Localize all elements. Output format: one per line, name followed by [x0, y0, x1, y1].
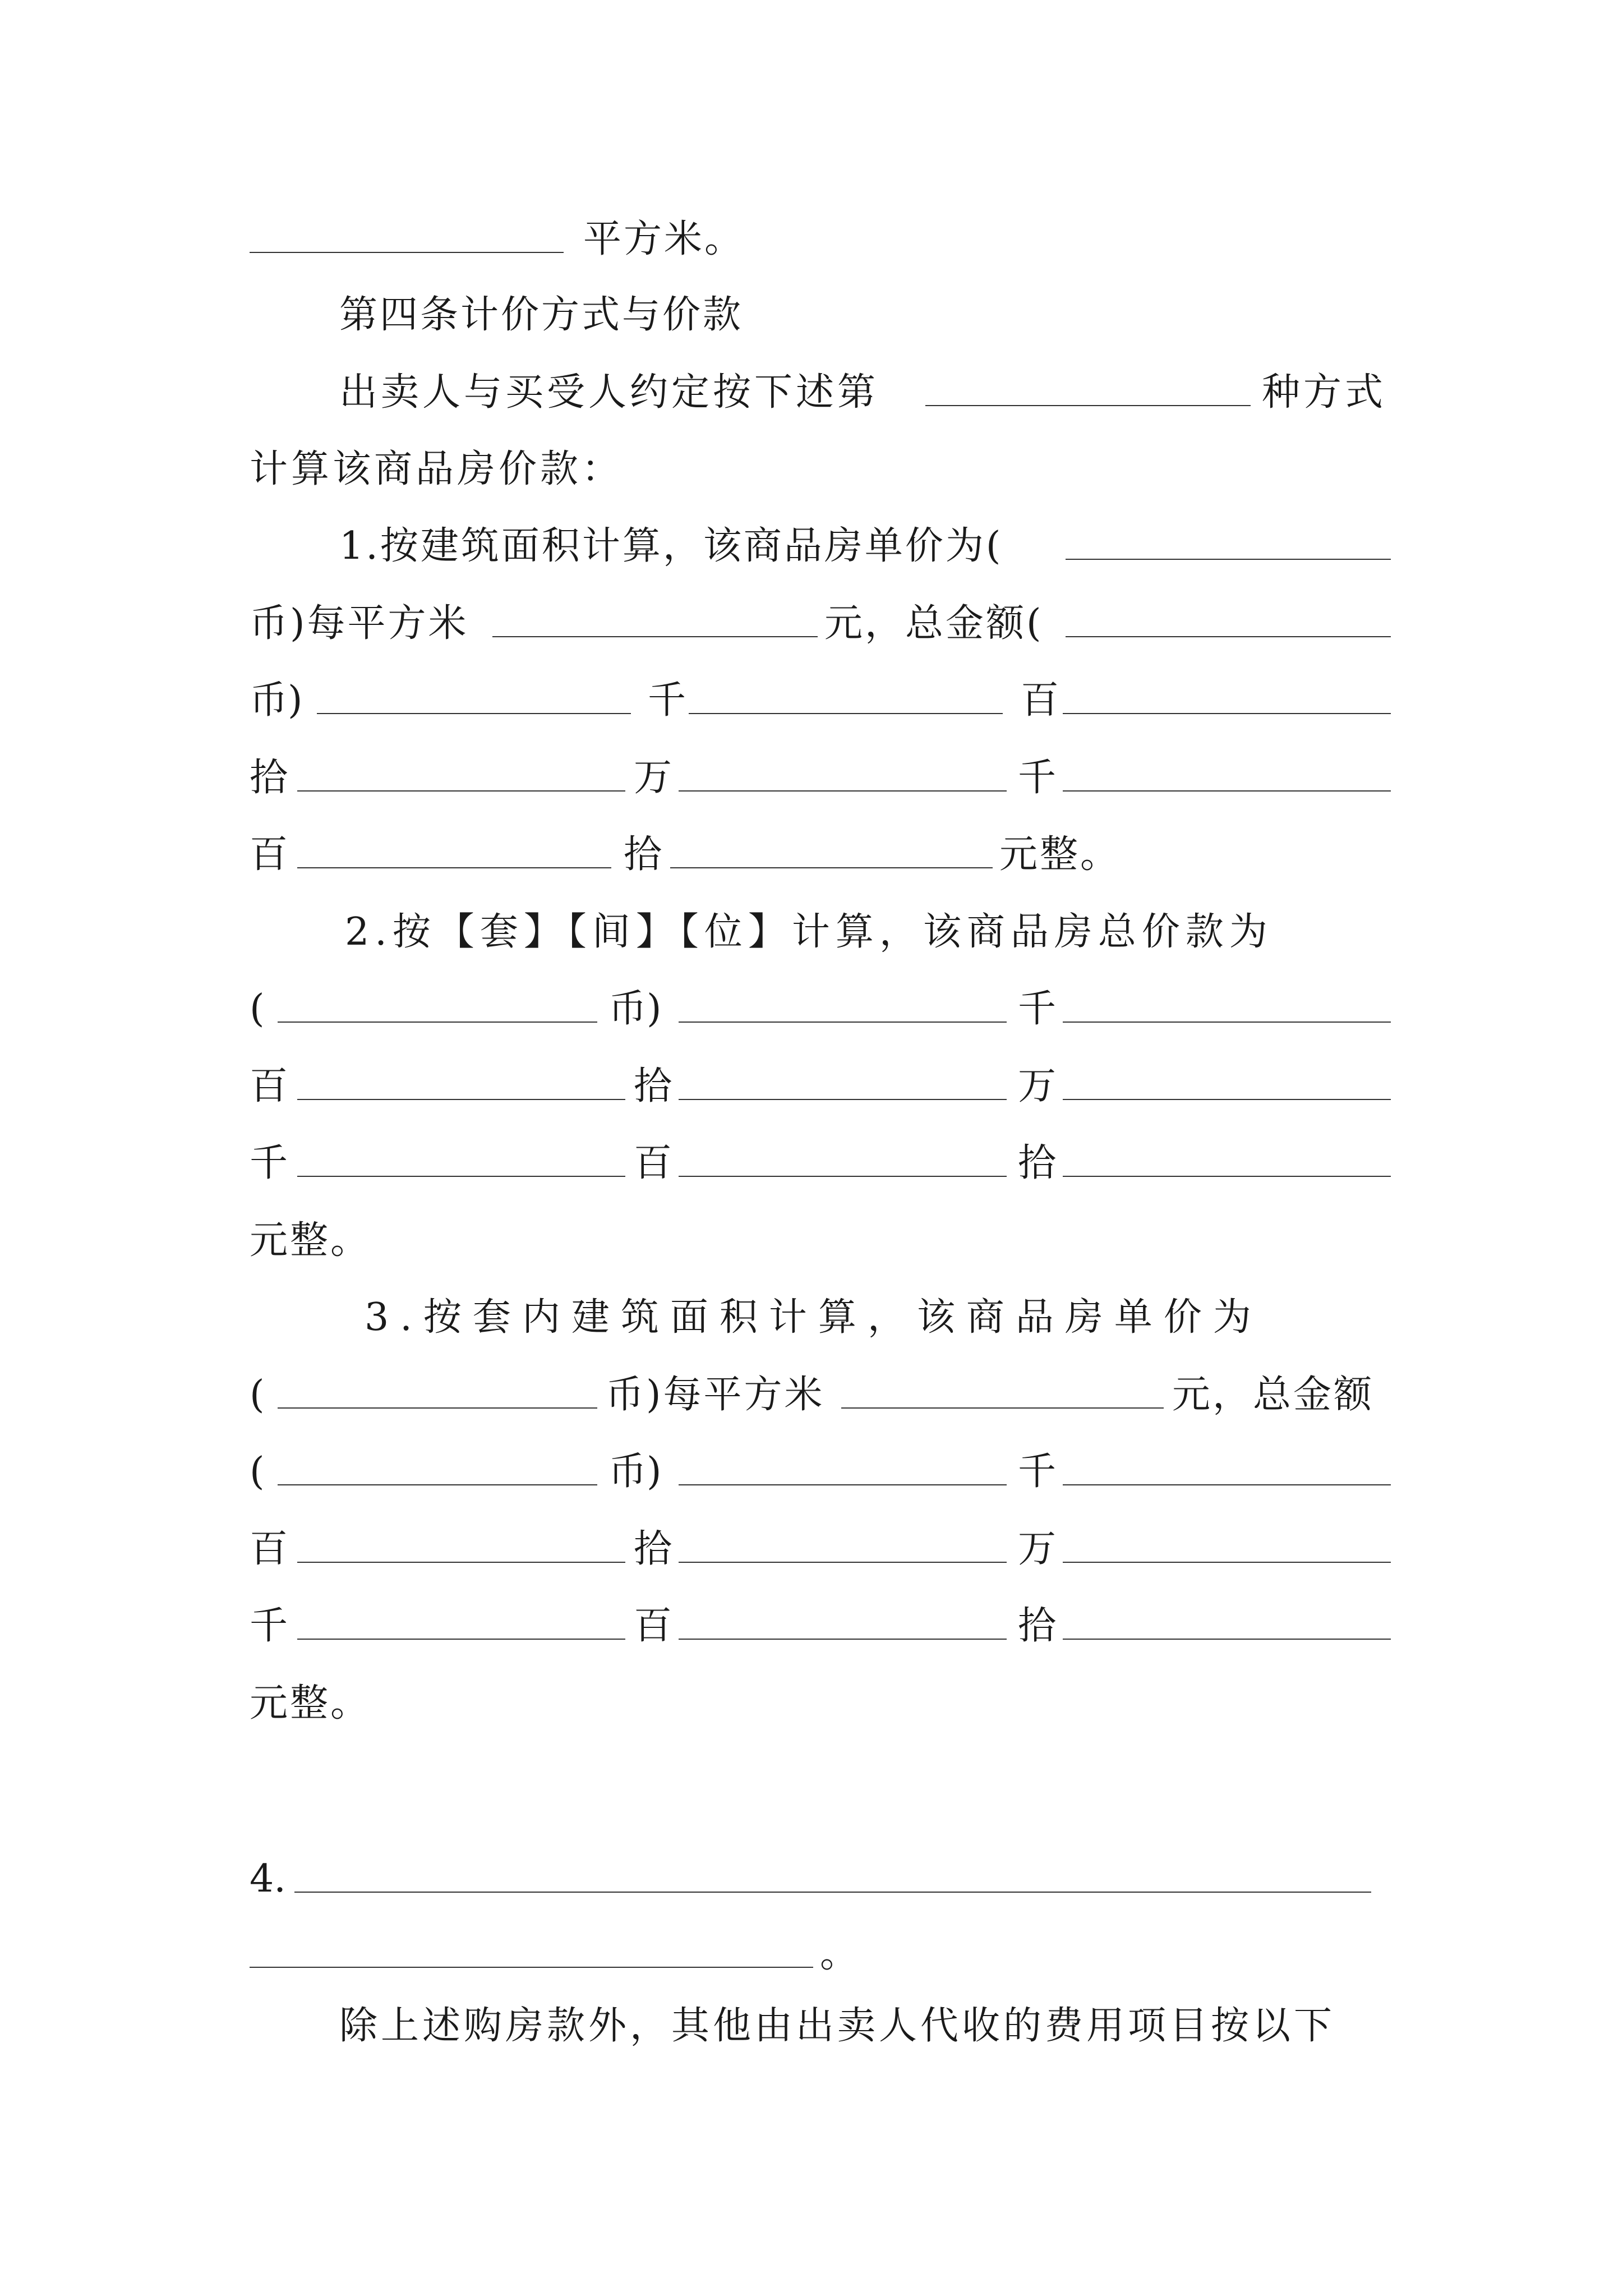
option4-label: 4.	[250, 1857, 286, 1901]
option2-line5	[0, 1212, 1623, 1268]
option1-qian-label: 千	[648, 678, 686, 723]
option1-line1	[0, 517, 1623, 573]
option1-unit-price-blank[interactable]	[492, 636, 818, 637]
option2-bai-blank[interactable]	[1063, 1022, 1391, 1023]
intro-continuation: 计算该商品房价款：	[250, 447, 624, 491]
intro-line	[0, 364, 1623, 420]
option2-wan-label: 万	[1018, 1064, 1057, 1108]
option3-currency-close: 币)	[608, 1450, 662, 1494]
option3-bai-blank[interactable]	[1063, 1484, 1391, 1485]
option2-bai-label: 百	[250, 1064, 288, 1108]
option2-currency-blank[interactable]	[278, 1022, 597, 1023]
option1-bai-blank[interactable]	[689, 713, 1003, 714]
option2-paren-open: (	[250, 987, 265, 1031]
option3-unit-price-blank[interactable]	[841, 1407, 1164, 1409]
option3-qian2-blank[interactable]	[1063, 1562, 1391, 1563]
option4-end: 。	[820, 1932, 859, 1976]
option1-currency-close: 币)	[250, 678, 303, 723]
option3-line5	[0, 1597, 1623, 1653]
option1-total-currency-blank[interactable]	[1066, 636, 1391, 637]
closing-text: 除上述购房款外，其他由出卖人代收的费用项目按以下	[339, 2004, 1336, 2048]
option2-line1	[0, 903, 1623, 959]
option2-line2	[0, 980, 1623, 1036]
option1-shi2-blank[interactable]	[297, 867, 611, 868]
option3-shi2-blank[interactable]	[679, 1639, 1007, 1640]
option3-wan-blank[interactable]	[679, 1562, 1007, 1563]
area-unit-text: 平方米。	[583, 217, 745, 261]
closing-line	[0, 1997, 1623, 2053]
option2-qian2-blank[interactable]	[1063, 1099, 1391, 1100]
option1-bai2-blank[interactable]	[1063, 790, 1391, 792]
option2-shi2-blank[interactable]	[679, 1176, 1007, 1177]
option1-unit-price-label: 币)每平方米	[250, 601, 469, 646]
option3-bai2-blank[interactable]	[297, 1639, 625, 1640]
option1-wan-label: 万	[634, 756, 672, 800]
option3-wan-label: 万	[1018, 1527, 1057, 1571]
option3-paren-open-2: (	[250, 1450, 265, 1494]
option4-blank-1[interactable]	[294, 1892, 1371, 1893]
option3-bai-label: 百	[250, 1527, 288, 1571]
option3-line4	[0, 1520, 1623, 1576]
article-title: 第四条计价方式与价款	[339, 293, 744, 337]
option3-yuan-label: 元整。	[250, 1681, 371, 1726]
option1-bai-label: 百	[1021, 678, 1059, 723]
option1-line3	[0, 671, 1623, 728]
option1-shi-blank[interactable]	[1063, 713, 1391, 714]
option3-yuan-blank[interactable]	[1063, 1639, 1391, 1640]
option2-yuan-label: 元整。	[250, 1218, 371, 1263]
option1-qian2-label: 千	[1018, 756, 1057, 800]
option2-bai2-blank[interactable]	[297, 1176, 625, 1177]
option1-line5	[0, 826, 1623, 882]
option1-yuan-blank[interactable]	[670, 867, 993, 868]
option3-line2	[0, 1366, 1623, 1422]
option3-shi-blank[interactable]	[297, 1562, 625, 1563]
option1-line4	[0, 749, 1623, 805]
method-number-blank[interactable]	[925, 405, 1251, 406]
option1-yuan-label: 元整。	[999, 832, 1121, 877]
option3-bai2-label: 百	[634, 1604, 672, 1648]
option3-total-label: 元，总金额	[1172, 1373, 1375, 1417]
option1-prefix: 1.按建筑面积计算，该商品房单价为(	[339, 524, 1003, 568]
option3-line3	[0, 1443, 1623, 1499]
option3-currency-blank[interactable]	[278, 1407, 597, 1409]
option3-qian2-label: 千	[250, 1604, 288, 1648]
option2-line4	[0, 1134, 1623, 1190]
option3-qian-blank[interactable]	[679, 1484, 1007, 1485]
option1-shi2-label: 拾	[624, 832, 662, 877]
intro-line-2	[0, 440, 1623, 496]
area-blank[interactable]	[250, 252, 564, 253]
option2-currency-close: 币)	[608, 987, 662, 1031]
option2-shi-label: 拾	[634, 1064, 672, 1108]
option2-qian-label: 千	[1018, 987, 1057, 1031]
option2-qian-blank[interactable]	[679, 1022, 1007, 1023]
option1-shi-label: 拾	[250, 756, 288, 800]
intro-suffix: 种方式	[1262, 370, 1387, 415]
intro-prefix: 出卖人与买受人约定按下述第	[339, 370, 879, 415]
option4-line1	[0, 1850, 1623, 1906]
option1-line2	[0, 595, 1623, 651]
option3-shi-label: 拾	[634, 1527, 672, 1571]
option4-line2	[0, 1925, 1623, 1981]
option3-shi2-label: 拾	[1018, 1604, 1057, 1648]
option3-prefix: 3.按套内建筑面积计算，该商品房单价为	[365, 1295, 1262, 1340]
option2-prefix: 2.按【套】【间】【位】计算，该商品房总价款为	[345, 910, 1273, 954]
option3-line1	[0, 1289, 1623, 1345]
option3-paren-open: (	[250, 1373, 265, 1417]
option2-wan-blank[interactable]	[679, 1099, 1007, 1100]
option1-qian-blank[interactable]	[317, 713, 631, 714]
option3-total-currency-blank[interactable]	[278, 1484, 597, 1485]
option1-total-label: 元，总金额(	[824, 601, 1044, 646]
option2-shi-blank[interactable]	[297, 1099, 625, 1100]
option1-bai2-label: 百	[250, 832, 288, 877]
article-title-line	[0, 286, 1623, 342]
option2-shi2-label: 拾	[1018, 1141, 1057, 1185]
option2-bai2-label: 百	[634, 1141, 672, 1185]
area-line	[0, 210, 1623, 266]
option3-qian-label: 千	[1018, 1450, 1057, 1494]
option2-yuan-blank[interactable]	[1063, 1176, 1391, 1177]
option1-wan-blank[interactable]	[297, 790, 625, 792]
option2-qian2-label: 千	[250, 1141, 288, 1185]
option2-line3	[0, 1057, 1623, 1114]
option1-currency-blank[interactable]	[1066, 559, 1391, 560]
option4-blank-2[interactable]	[250, 1967, 813, 1968]
option3-unit-price-label: 币)每平方米	[606, 1373, 825, 1417]
option1-qian2-blank[interactable]	[679, 790, 1007, 792]
option3-line6	[0, 1674, 1623, 1731]
